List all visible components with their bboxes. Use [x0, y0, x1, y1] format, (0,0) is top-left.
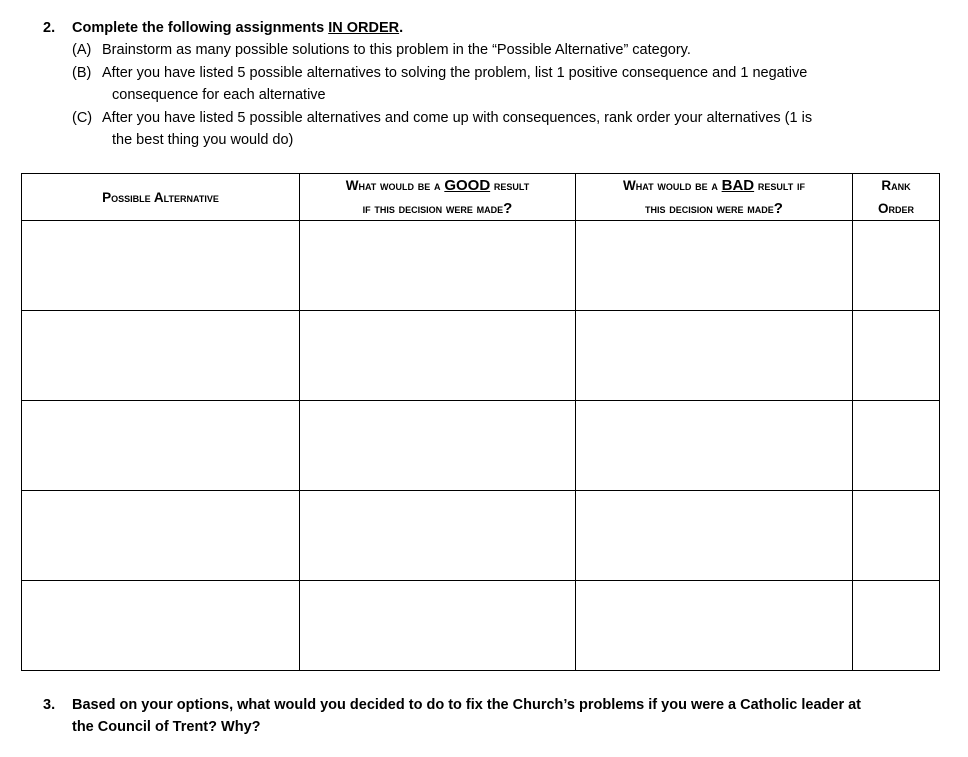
q2-title-emphasis: IN ORDER: [328, 20, 400, 36]
q2-a-text: Brainstorm as many possible solutions to this problem in the “Possible Alternative” category.: [102, 42, 691, 58]
bad-result-cell[interactable]: [576, 491, 853, 581]
table-row: [22, 311, 940, 401]
rank-cell[interactable]: [853, 491, 940, 581]
q3-text-2: the Council of Trent? Why?: [72, 719, 261, 735]
header-bad-result: [576, 174, 853, 221]
header-bad-line2: this decision were made: [645, 201, 774, 216]
alternatives-table: [21, 173, 940, 671]
rank-cell[interactable]: [853, 401, 940, 491]
good-result-cell[interactable]: [300, 491, 576, 581]
table-row: [22, 401, 940, 491]
good-result-cell[interactable]: [300, 221, 576, 311]
good-result-cell[interactable]: [300, 311, 576, 401]
table-header-row: [22, 174, 940, 221]
bad-result-cell[interactable]: [576, 401, 853, 491]
q2-title-end: .: [399, 20, 404, 36]
q2-a-label: (A): [72, 42, 92, 58]
q2-c-text-2: the best thing you would do): [112, 132, 294, 148]
header-bad-pre: What would be a: [623, 178, 722, 193]
header-possible-alternative: Possible Alternative: [22, 174, 300, 221]
q3-text-1: Based on your options, what would you decided to do to fix the Church’s problems if you were a Catholic leader at: [72, 697, 862, 713]
header-bad-emphasis: BAD: [721, 177, 755, 194]
q2-c-label: (C): [72, 110, 93, 126]
q2-number: 2.: [43, 20, 56, 36]
header-good-pre: What would be a: [345, 178, 445, 193]
alternative-cell[interactable]: [22, 491, 300, 581]
alternative-cell[interactable]: [22, 221, 300, 311]
header-good-line2: if this decision were made: [362, 201, 504, 216]
header-good-post: result: [490, 178, 530, 193]
header-order: Order: [877, 201, 914, 216]
alternative-cell[interactable]: [22, 401, 300, 491]
bad-result-cell[interactable]: [576, 311, 853, 401]
q2-b-label: (B): [72, 65, 92, 81]
header-rank-order: [853, 174, 940, 221]
table-row: [22, 221, 940, 311]
header-good-emphasis: GOOD: [444, 177, 491, 194]
table-row: [22, 491, 940, 581]
q2-b-text-1: After you have listed 5 possible alternatives to solving the problem, list 1 positive consequence and 1 negative: [102, 65, 808, 81]
q3-number: 3.: [43, 697, 56, 713]
alternative-cell[interactable]: [22, 581, 300, 671]
rank-cell[interactable]: [853, 311, 940, 401]
rank-cell[interactable]: [853, 581, 940, 671]
q2-title: [72, 19, 403, 37]
good-result-cell[interactable]: [300, 401, 576, 491]
alternative-cell[interactable]: [22, 311, 300, 401]
bad-result-cell[interactable]: [576, 581, 853, 671]
q2-b-text-2: consequence for each alternative: [112, 87, 326, 103]
header-bad-post: result if: [754, 178, 805, 193]
rank-cell[interactable]: [853, 221, 940, 311]
bad-result-cell[interactable]: [576, 221, 853, 311]
good-result-cell[interactable]: [300, 581, 576, 671]
header-bad-qmark: ?: [773, 200, 783, 217]
table-row: [22, 581, 940, 671]
header-rank: Rank: [881, 178, 911, 193]
header-good-result: [300, 174, 576, 221]
q2-c-text-1: After you have listed 5 possible alternatives and come up with consequences, rank order your alternatives (1 is: [102, 110, 813, 126]
header-good-qmark: ?: [503, 200, 513, 217]
q2-title-text: Complete the following assignments: [72, 20, 329, 36]
